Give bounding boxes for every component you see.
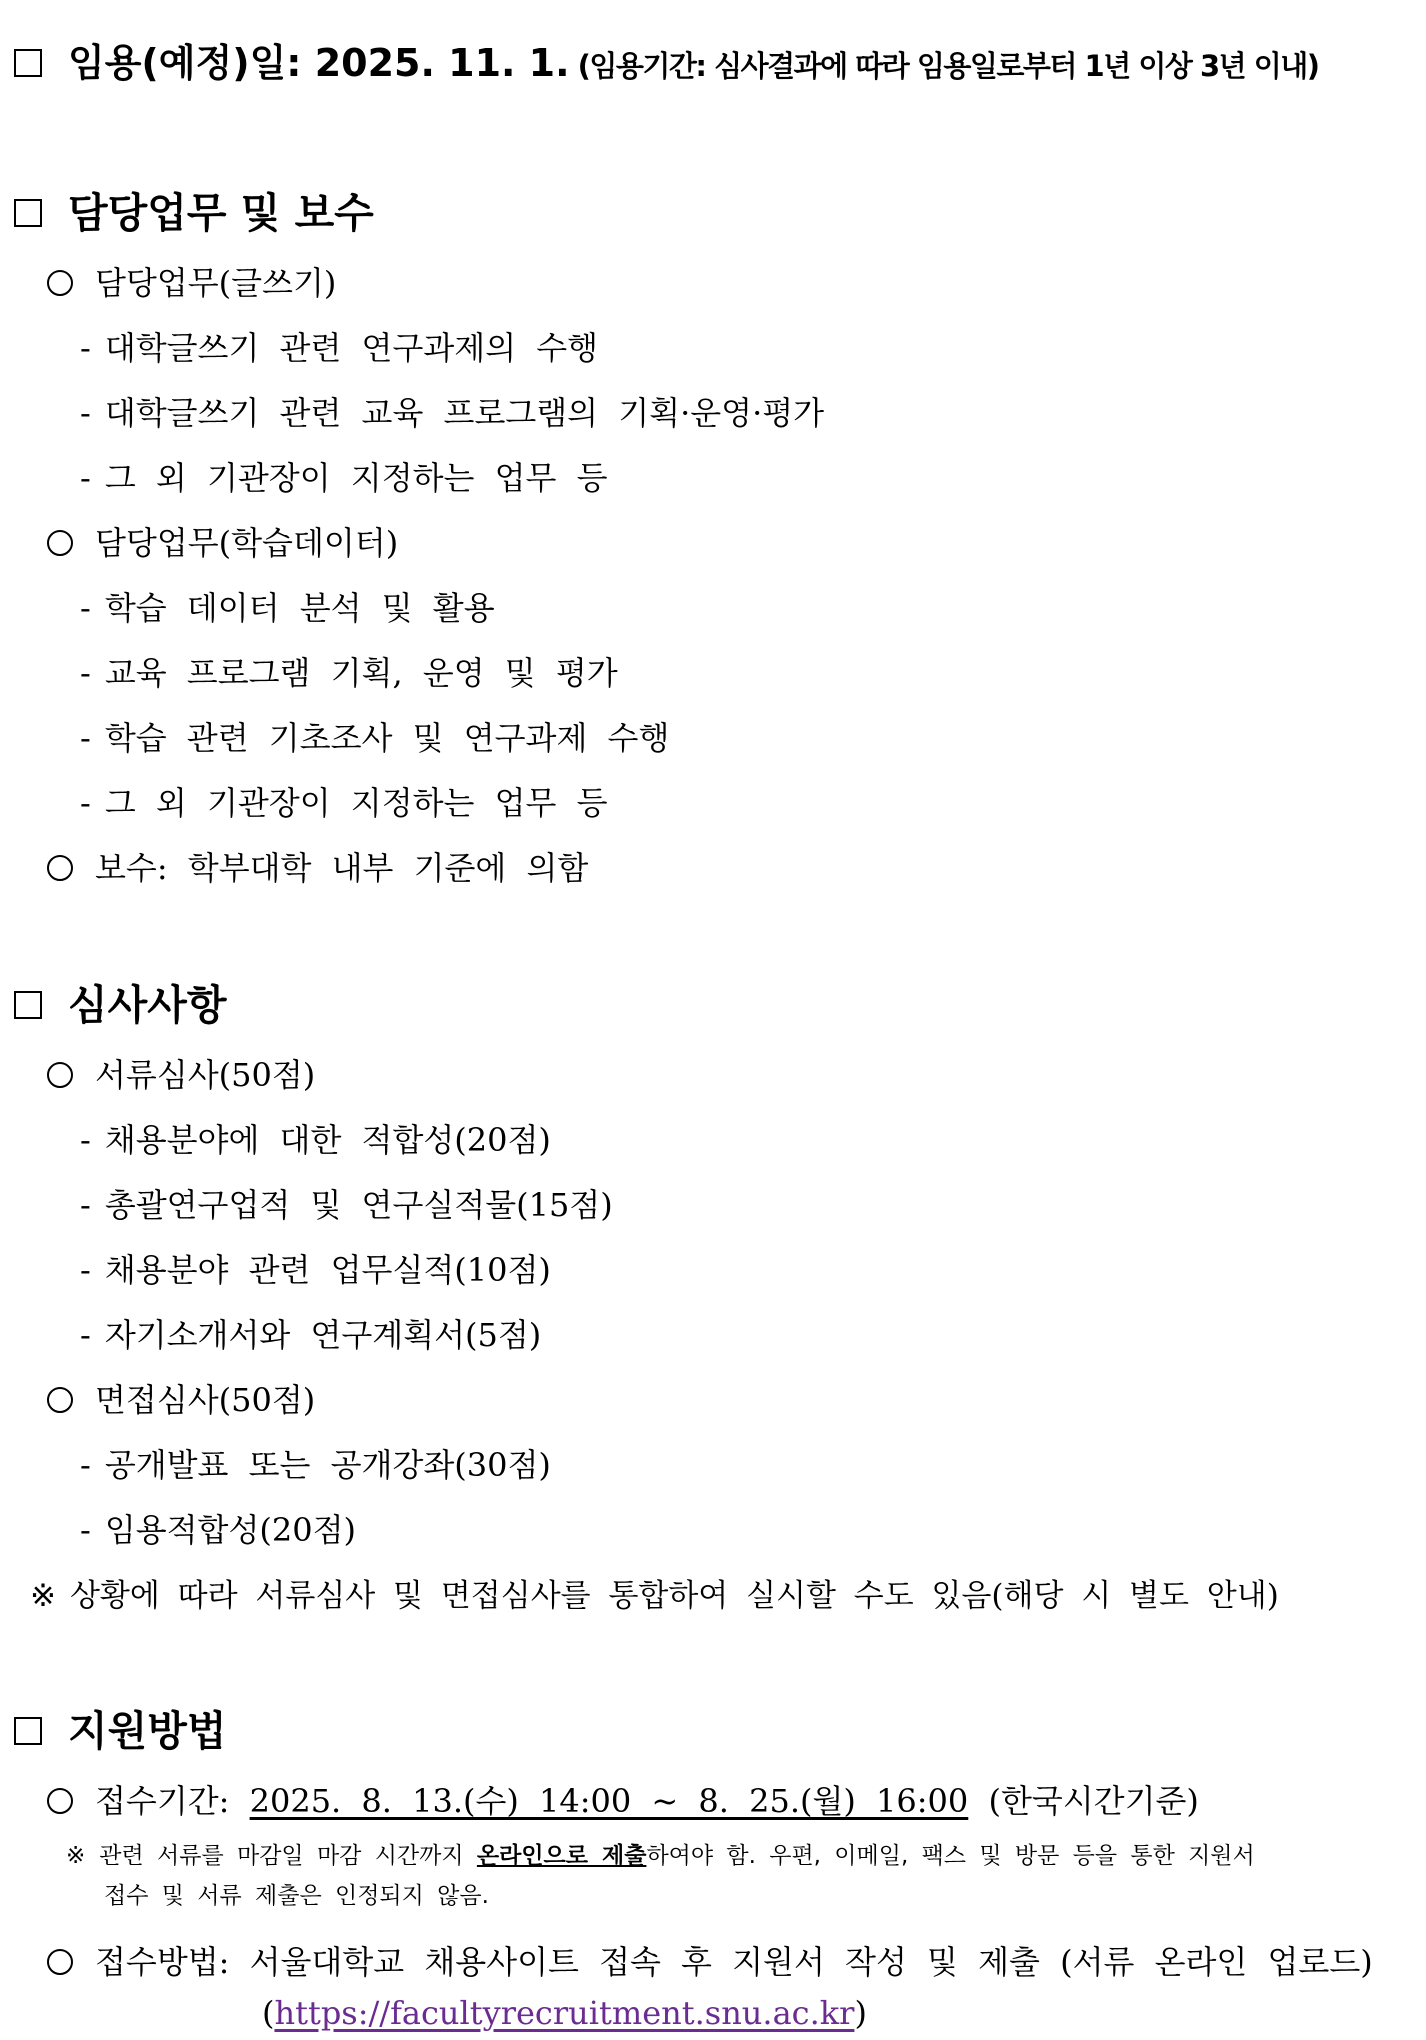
duties-section-title [14, 180, 374, 239]
application-method-item [47, 1937, 1373, 1983]
list-item-text: 그 외 기관장이 지정하는 업무 등 [104, 784, 608, 822]
notice-emphasis: 온라인으로 제출 [476, 1843, 647, 1869]
square-bullet-icon [14, 49, 42, 77]
dash-marker: - [80, 459, 91, 497]
list-item-text: 공개발표 또는 공개강좌(30점) [104, 1446, 551, 1484]
notice-text-line2: 접수 및 서류 제출은 인정되지 않음. [104, 1883, 489, 1909]
dash-marker: - [80, 329, 91, 367]
interview-review-heading [47, 1375, 315, 1421]
circle-bullet-icon [47, 855, 73, 881]
dash-marker: - [80, 719, 91, 757]
section-title-text: 심사사항 [68, 981, 227, 1029]
list-item [80, 453, 608, 499]
square-bullet-icon [14, 991, 42, 1019]
list-item-text: 대학글쓰기 관련 연구과제의 수행 [104, 329, 599, 367]
circle-bullet-icon [47, 270, 73, 296]
notice-text: 하여야 함. 우편, 이메일, 팩스 및 방문 등을 통한 지원서 [646, 1843, 1255, 1869]
circle-bullet-icon [47, 1387, 73, 1413]
list-item-text: 총괄연구업적 및 연구실적물(15점) [104, 1186, 613, 1224]
appointment-date-heading [14, 32, 1319, 87]
square-bullet-icon [14, 199, 42, 227]
dash-marker: - [80, 1446, 91, 1484]
list-item-text: 그 외 기관장이 지정하는 업무 등 [104, 459, 608, 497]
reference-mark: ※ [66, 1843, 86, 1869]
dash-marker: - [80, 1186, 91, 1224]
application-period-value: 2025. 8. 13.(수) 14:00 ~ 8. 25.(월) 16:00 [249, 1782, 969, 1820]
review-note [30, 1570, 1279, 1615]
list-item [80, 1180, 613, 1226]
list-item-text: 대학글쓰기 관련 교육 프로그램의 기획·운영·평가 [104, 394, 825, 432]
dash-marker: - [80, 784, 91, 822]
list-item-text: 교육 프로그램 기획, 운영 및 평가 [104, 654, 618, 692]
recruitment-site-link[interactable]: https://facultyrecruitment.snu.ac.kr [274, 1994, 855, 2032]
list-item [80, 1115, 551, 1161]
dash-marker: - [80, 654, 91, 692]
circle-bullet-icon [47, 1949, 73, 1975]
list-item [80, 648, 618, 694]
appointment-date-label: 임용(예정)일: 2025. 11. 1. [68, 41, 570, 85]
interview-review-label: 면접심사(50점) [95, 1381, 316, 1419]
review-note-text: 상황에 따라 서류심사 및 면접심사를 통합하여 실시할 수도 있음(해당 시 별도 안내) [69, 1578, 1279, 1614]
salary-text: 보수: 학부대학 내부 기준에 의함 [95, 849, 589, 887]
salary-item [47, 843, 588, 889]
list-item [80, 323, 598, 369]
duty-learning-data-label: 담당업무(학습데이터) [95, 524, 399, 562]
apply-section-title [14, 1698, 226, 1757]
dash-marker: - [80, 1316, 91, 1354]
list-item [80, 1245, 551, 1291]
list-item-text: 학습 관련 기초조사 및 연구과제 수행 [104, 719, 670, 757]
link-open-paren: ( [262, 1994, 275, 2032]
review-section-title [14, 972, 226, 1031]
dash-marker: - [80, 1121, 91, 1159]
list-item-text: 학습 데이터 분석 및 활용 [104, 589, 495, 627]
list-item [80, 778, 608, 824]
list-item [80, 388, 824, 434]
dash-marker: - [80, 1251, 91, 1289]
application-period-label: 접수기간: [95, 1782, 230, 1820]
reference-mark: ※ [30, 1578, 56, 1614]
list-item-text: 채용분야에 대한 적합성(20점) [104, 1121, 551, 1159]
list-item [80, 1310, 541, 1356]
appointment-period-note: (임용기간: 심사결과에 따라 임용일로부터 1년 이상 3년 이내) [577, 49, 1319, 83]
list-item [80, 713, 669, 759]
application-method-text: 접수방법: 서울대학교 채용사이트 접속 후 지원서 작성 및 제출 (서류 온라인 업로드) [95, 1943, 1373, 1981]
application-period-item [47, 1776, 1199, 1822]
circle-bullet-icon [47, 1788, 73, 1814]
application-notice [66, 1836, 1418, 1916]
application-period-note: (한국시간기준) [988, 1782, 1199, 1820]
dash-marker: - [80, 589, 91, 627]
list-item-text: 채용분야 관련 업무실적(10점) [104, 1251, 551, 1289]
list-item [80, 1440, 551, 1486]
circle-bullet-icon [47, 1062, 73, 1088]
circle-bullet-icon [47, 530, 73, 556]
square-bullet-icon [14, 1717, 42, 1745]
duty-writing-label: 담당업무(글쓰기) [95, 264, 337, 302]
recruitment-site-link-line [262, 1994, 867, 2032]
notice-text: 관련 서류를 마감일 마감 시간까지 [99, 1843, 464, 1869]
list-item [80, 583, 495, 629]
section-title-text: 지원방법 [68, 1707, 227, 1755]
link-close-paren: ) [854, 1994, 867, 2032]
duty-learning-data-heading [47, 518, 398, 564]
list-item-text: 자기소개서와 연구계획서(5점) [104, 1316, 542, 1354]
document-review-heading [47, 1050, 315, 1096]
section-title-text: 담당업무 및 보수 [68, 189, 374, 237]
document-review-label: 서류심사(50점) [95, 1056, 316, 1094]
dash-marker: - [80, 1511, 91, 1549]
dash-marker: - [80, 394, 91, 432]
list-item [80, 1505, 356, 1551]
list-item-text: 임용적합성(20점) [104, 1511, 356, 1549]
duty-writing-heading [47, 258, 336, 304]
